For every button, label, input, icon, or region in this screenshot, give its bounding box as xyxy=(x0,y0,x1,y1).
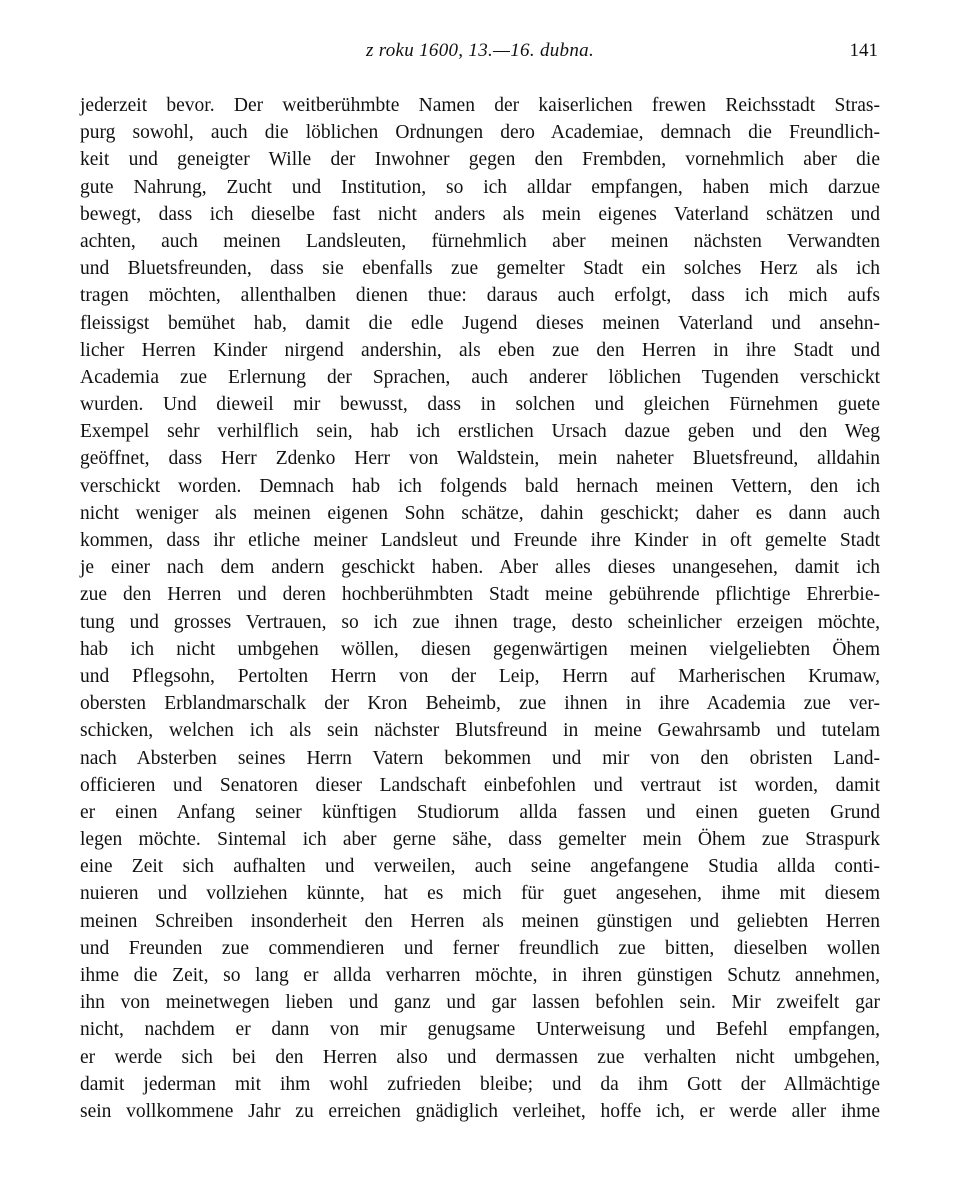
text-line: meinen Schreiben insonderheit den Herren als meinen günstigen und geliebten Herren xyxy=(80,910,880,932)
text-line: legen möchte. Sintemal ich aber gerne sähe, dass gemelter mein Öhem zue Straspurk xyxy=(80,829,880,851)
text-line: purg sowohl, auch die löblichen Ordnungen dero Academiae, demnach die Freundlich- xyxy=(80,122,880,144)
text-line: und Bluetsfreunden, dass sie ebenfalls zue gemelter Stadt ein solches Herz als ich xyxy=(80,258,880,280)
text-line: nach Absterben seines Herrn Vatern bekommen und mir von den obristen Land- xyxy=(80,747,880,769)
body-paragraph xyxy=(80,92,880,1125)
text-line: je einer nach dem andern geschickt haben. Aber alles dieses unangesehen, damit ich xyxy=(80,557,880,579)
text-line: nicht weniger als meinen eigenen Sohn schätze, dahin geschickt; daher es dann auch xyxy=(80,502,880,524)
text-line: achten, auch meinen Landsleuten, fürnehmlich aber meinen nächsten Verwandten xyxy=(80,230,880,252)
text-line: verschickt worden. Demnach hab ich folgends bald hernach meinen Vettern, den ich xyxy=(80,475,880,497)
text-line: gute Nahrung, Zucht und Institution, so ich alldar empfangen, haben mich darzue xyxy=(80,176,880,198)
text-line: licher Herren Kinder nirgend andershin, als eben zue den Herren in ihre Stadt und xyxy=(80,339,880,361)
text-line: jederzeit bevor. Der weitberühmbte Namen der kaiserlichen frewen Reichsstadt Stras- xyxy=(80,95,880,116)
text-line: er werde sich bei den Herren also und dermassen zue verhalten nicht umbgehen, xyxy=(80,1046,880,1068)
text-line: sein vollkommene Jahr zu erreichen gnädiglich verleihet, hoffe ich, er werde aller ihme xyxy=(80,1100,880,1122)
text-line: hab ich nicht umbgehen wöllen, diesen gegenwärtigen meinen vielgeliebten Öhem xyxy=(80,638,880,660)
text-line: und Pflegsohn, Pertolten Herrn von der Leip, Herrn auf Marherischen Krumaw, xyxy=(80,665,880,687)
text-line: geöffnet, dass Herr Zdenko Herr von Waldstein, mein naheter Bluetsfreund, alldahin xyxy=(80,448,880,470)
text-line: nicht, nachdem er dann von mir genugsame Unterweisung und Befehl empfangen, xyxy=(80,1019,880,1041)
running-head-title: z roku 1600, 13.—16. dubna. xyxy=(365,40,594,61)
text-line: Exempel sehr verhilflich sein, hab ich erstlichen Ursach dazue geben und den Weg xyxy=(80,421,880,443)
text-line: obersten Erblandmarschalk der Kron Beheimb, zue ihnen in ihre Academia zue ver- xyxy=(80,693,880,715)
text-line: fleissigst bemühet hab, damit die edle Jugend dieses meinen Vaterland und ansehn- xyxy=(80,312,880,334)
text-line: officieren und Senatoren dieser Landschaft einbefohlen und vertraut ist worden, damit xyxy=(80,774,880,796)
text-line: damit jederman mit ihm wohl zufrieden bleibe; und da ihm Gott der Allmächtige xyxy=(80,1073,880,1095)
text-line: ihn von meinetwegen lieben und ganz und gar lassen befohlen sein. Mir zweifelt gar xyxy=(80,992,880,1014)
text-line: eine Zeit sich aufhalten und verweilen, auch seine angefangene Studia allda conti- xyxy=(80,856,880,878)
text-line: er einen Anfang seiner künftigen Studiorum allda fassen und einen gueten Grund xyxy=(80,801,880,823)
text-line: schicken, welchen ich als sein nächster Blutsfreund in meine Gewahrsamb und tutelam xyxy=(80,720,880,742)
text-line: tung und grosses Vertrauen, so ich zue ihnen trage, desto scheinlicher erzeigen möchte, xyxy=(80,611,880,633)
text-line: bewegt, dass ich dieselbe fast nicht anders als mein eigenes Vaterland schätzen und xyxy=(80,203,880,225)
running-head xyxy=(80,40,880,68)
text-line: Academia zue Erlernung der Sprachen, auch anderer löblichen Tugenden verschickt xyxy=(80,366,880,388)
text-line: ihme die Zeit, so lang er allda verharren möchte, in ihren günstigen Schutz annehmen, xyxy=(80,965,880,986)
page-number: 141 xyxy=(849,40,878,61)
text-line: kommen, dass ihr etliche meiner Landsleut und Freunde ihre Kinder in oft gemelte Stadt xyxy=(80,530,880,551)
text-line: zue den Herren und deren hochberühmbten Stadt meine gebührende pflichtige Ehrerbie- xyxy=(80,584,880,606)
text-line: wurden. Und dieweil mir bewusst, dass in solchen und gleichen Fürnehmen guete xyxy=(80,394,880,416)
text-line: und Freunden zue commendieren und ferner freundlich zue bitten, dieselben wollen xyxy=(80,937,880,959)
text-line: keit und geneigter Wille der Inwohner gegen den Frembden, vornehmlich aber die xyxy=(80,149,880,171)
text-line: nuieren und vollziehen künnte, hat es mich für guet angesehen, ihme mit diesem xyxy=(80,883,880,905)
text-line: tragen möchten, allenthalben dienen thue: daraus auch erfolgt, dass ich mich aufs xyxy=(80,285,880,307)
